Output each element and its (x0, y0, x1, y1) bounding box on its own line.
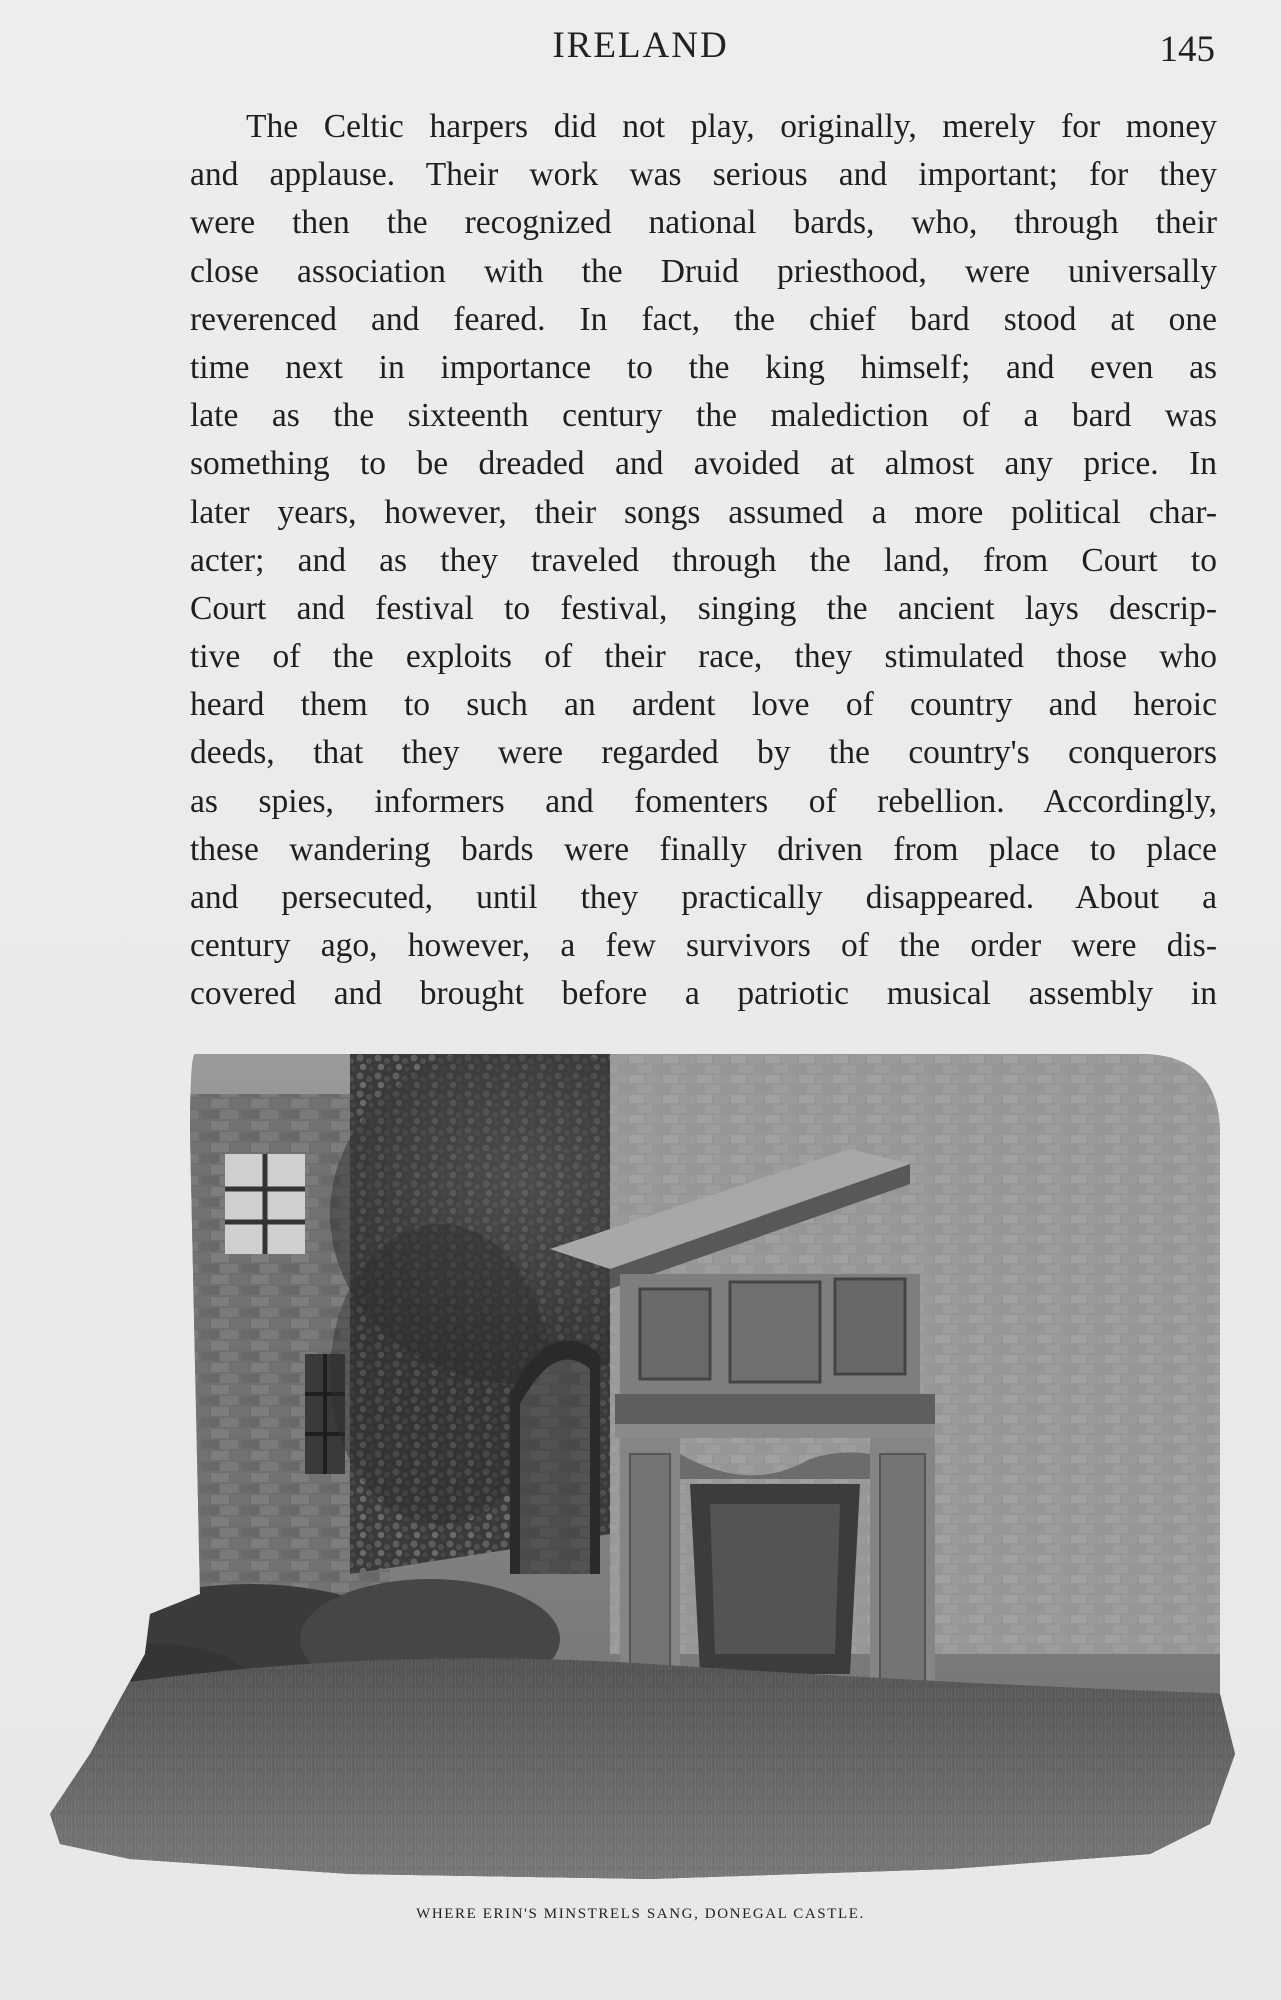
text-line: something to be dreaded and avoided at almost any price. In (190, 445, 1217, 483)
figure-caption: WHERE ERIN'S MINSTRELS SANG, DONEGAL CASTLE. (416, 1906, 865, 1922)
text-line: and applause. Their work was serious and important; for they (190, 156, 1217, 194)
text-line: as spies, informers and fomenters of rebellion. Accordingly, (190, 782, 1217, 820)
body-paragraph (190, 103, 1217, 1019)
text-line: Court and festival to festival, singing the ancient lays descrip- (190, 589, 1217, 627)
text-line: covered and brought before a patriotic musical assembly in (190, 975, 1217, 1013)
text-line: tive of the exploits of their race, they stimulated those who (190, 638, 1217, 676)
text-line: acter; and as they traveled through the land, from Court to (190, 541, 1217, 579)
text-line: heard them to such an ardent love of country and heroic (190, 686, 1217, 724)
text-line: these wandering bards were finally driven from place to place (190, 830, 1217, 868)
castle-photo-illustration (50, 1054, 1235, 1884)
page-number: 145 (1159, 29, 1215, 70)
text-line: close association with the Druid priesthood, were universally (190, 252, 1217, 290)
castle-photograph (50, 1054, 1235, 1884)
text-line: late as the sixteenth century the malediction of a bard was (190, 397, 1217, 435)
text-line: reverenced and feared. In fact, the chief bard stood at one (190, 300, 1217, 338)
text-line: and persecuted, until they practically disappeared. About a (190, 879, 1217, 916)
text-line: century ago, however, a few survivors of the order were dis- (190, 927, 1217, 965)
running-head (0, 20, 1281, 70)
text-line: time next in importance to the king himself; and even as (190, 348, 1217, 386)
text-line: deeds, that they were regarded by the country's conquerors (190, 734, 1217, 772)
running-head-title: IRELAND (552, 25, 729, 66)
text-line: were then the recognized national bards, who, through their (190, 204, 1217, 242)
text-line: The Celtic harpers did not play, originally, merely for money (246, 108, 1217, 145)
text-line: later years, however, their songs assumed a more political char- (190, 493, 1217, 531)
